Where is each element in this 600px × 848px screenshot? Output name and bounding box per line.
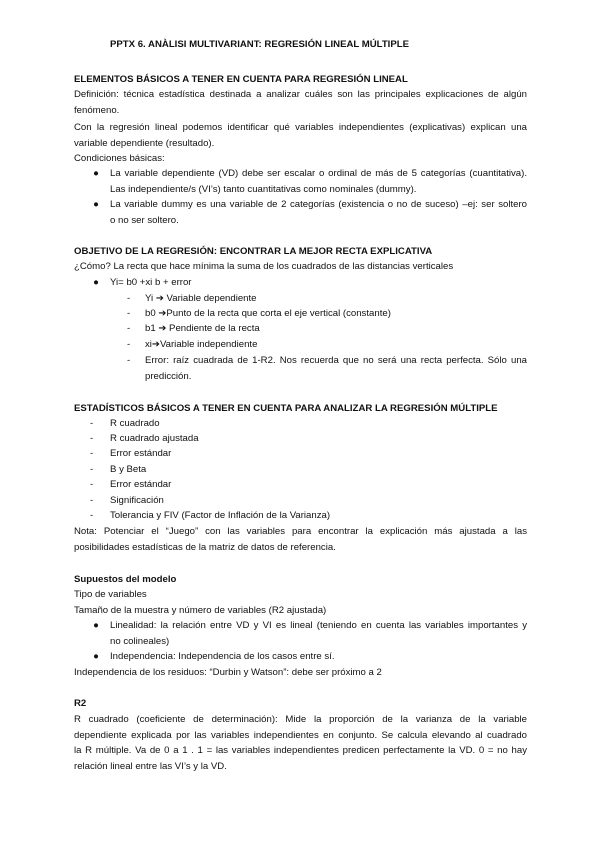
condition-item-2-line-1: La variable dummy es una variable de 2 categorías (existencia o no de suceso) –ej: ser soltero (110, 199, 527, 210)
paragraph-line: Independencia de los residuos: “Durbin y Watson”: debe ser próximo a 2 (74, 667, 382, 678)
r2-paragraph-line-2: dependiente explicada por las variables independientes en conjunto. Se calcula elevando al cuadrado (74, 730, 527, 741)
dash-icon: - (127, 323, 131, 334)
dash-icon: - (127, 339, 131, 350)
note-line-1: Nota: Potenciar el “Juego” con las variables para encontrar la explicación más ajustada a las (74, 526, 527, 537)
list-item: Tolerancia y FIV (Factor de Inflación de la Varianza) (110, 510, 331, 521)
note-line-2: posibilidades estadísticas de la matriz de datos de referencia. (74, 542, 336, 553)
formula-term-b0: b0 ➔Punto de la recta que corta el eje vertical (constante) (145, 308, 391, 319)
question-line: ¿Cómo? La recta que hace mínima la suma de los cuadrados de las distancias verticales (74, 261, 454, 272)
r2-paragraph-line-1: R cuadrado (coeficiente de determinación): Mide la proporción de la varianza de la variable (74, 714, 527, 725)
condition-item-1-line-1: La variable dependiente (VD) debe ser escalar o ordinal de más de 5 categorías (cuantitativa). (110, 168, 527, 179)
r2-paragraph-line-3: la R múltiple. Va de 0 a 1 . 1 = las variables independientes predicen perfectamente la VD. 0 = no hay (74, 745, 527, 756)
list-item: Error estándar (110, 479, 172, 490)
list-item: R cuadrado ajustada (110, 433, 199, 444)
paragraph-line: Tipo de variables (74, 589, 147, 600)
bullet-icon: ● (93, 168, 99, 179)
formula-term-error-line-1: Error: raíz cuadrada de 1-R2. Nos recuerda que no será una recta perfecta. Sólo una (145, 355, 527, 366)
list-item: R cuadrado (110, 418, 160, 429)
bullet-icon: ● (93, 651, 99, 662)
dash-icon: - (90, 418, 94, 429)
assumption-item-1-line-2: no colineales) (110, 636, 170, 647)
page-title: PPTX 6. ANÀLISI MULTIVARIANT: REGRESIÓN LINEAL MÚLTIPLE (110, 39, 410, 50)
formula-line: Yi= b0 +xi b + error (110, 277, 192, 288)
r2-paragraph-line-4: relación lineal entre las VI’s y la VD. (74, 761, 227, 772)
dash-icon: - (90, 479, 94, 490)
dash-icon: - (90, 464, 94, 475)
dash-icon: - (127, 308, 131, 319)
section-heading-objetivo: OBJETIVO DE LA REGRESIÓN: ENCONTRAR LA MEJOR RECTA EXPLICATIVA (74, 246, 433, 257)
assumption-item-1-line-1: Linealidad: la relación entre VD y VI es lineal (teniendo en cuenta las variables importantes y (110, 620, 527, 631)
dash-icon: - (90, 495, 94, 506)
list-item: Significación (110, 495, 164, 506)
section-heading-r2: R2 (74, 698, 87, 709)
definition-line-2: fenómeno. (74, 105, 120, 116)
formula-term-b1: b1 ➔ Pendiente de la recta (145, 323, 260, 334)
paragraph-line: Tamaño de la muestra y número de variables (R2 ajustada) (74, 605, 327, 616)
dash-icon: - (90, 510, 94, 521)
section-heading-elementos: ELEMENTOS BÁSICOS A TENER EN CUENTA PARA REGRESIÓN LINEAL (74, 74, 408, 85)
formula-term-yi: Yi ➔ Variable dependiente (145, 293, 257, 304)
dash-icon: - (90, 448, 94, 459)
paragraph-line-2: variable dependiente (resultado). (74, 138, 215, 149)
section-heading-supuestos: Supuestos del modelo (74, 574, 177, 585)
list-item: B y Beta (110, 464, 147, 475)
dash-icon: - (90, 433, 94, 444)
dash-icon: - (127, 355, 131, 366)
condition-item-2-line-2: o no ser soltero. (110, 215, 179, 226)
dash-icon: - (127, 293, 131, 304)
conditions-label: Condiciones básicas: (74, 153, 165, 164)
section-heading-estadisticos: ESTADÍSTICOS BÁSICOS A TENER EN CUENTA PARA ANALIZAR LA REGRESIÓN MÚLTIPLE (74, 403, 498, 414)
definition-line-1: Definición: técnica estadística destinada a analizar cuáles son las principales explicaciones de algún (74, 89, 527, 100)
bullet-icon: ● (93, 620, 99, 631)
assumption-item-2: Independencia: Independencia de los casos entre sí. (110, 651, 335, 662)
bullet-icon: ● (93, 199, 99, 210)
paragraph-line-1: Con la regresión lineal podemos identificar qué variables independientes (explicativas) explican una (74, 122, 527, 133)
formula-term-xi: xi➔Variable independiente (145, 339, 258, 350)
condition-item-1-line-2: Las independiente/s (VI’s) tanto cuantitativas como nominales (dummy). (110, 184, 417, 195)
list-item: Error estándar (110, 448, 172, 459)
formula-term-error-line-2: predicción. (145, 371, 192, 382)
bullet-icon: ● (93, 277, 99, 288)
